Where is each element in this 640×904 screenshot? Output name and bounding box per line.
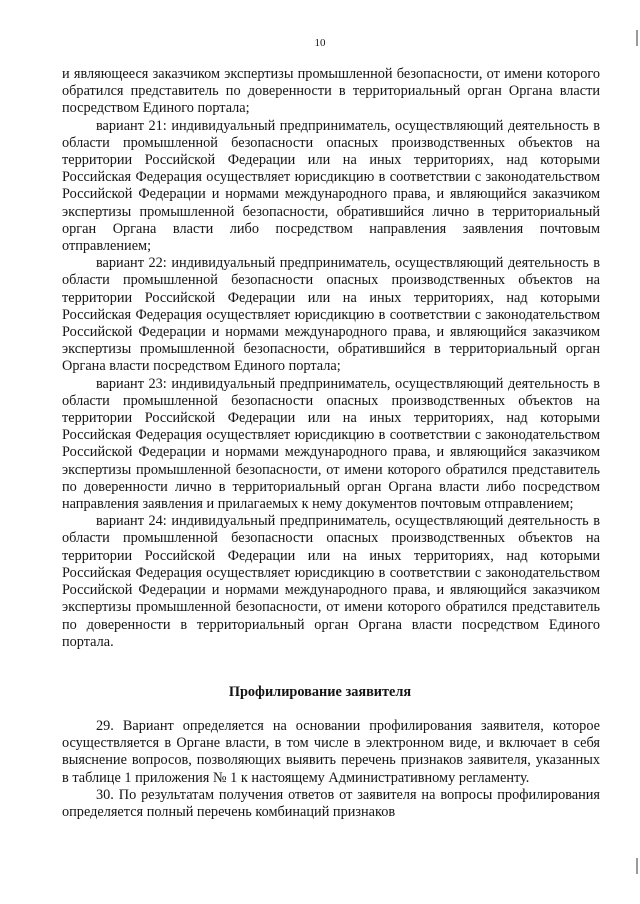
- paragraph-item-30: 30. По результатам получения ответов от заявителя на вопросы профилирования определяется полный перечень комбинаций признаков: [62, 786, 600, 821]
- paragraph-variant-24: вариант 24: индивидуальный предприниматель, осуществляющий деятельность в области промышленной безопасности опасных производственных объектов на территории Российской Федерации или на иных территориях, над которыми Российская Федерация осуществляет юрисдикцию в соответствии с законодательством Российской Федерации и нормами международного права, и являющийся заказчиком экспертизы промышленной безопасности, от имени которого обратился представитель по доверенности в территориальный орган Органа власти посредством Единого портала.: [62, 513, 600, 650]
- variants-list: [62, 66, 600, 651]
- paragraph-variant-23: вариант 23: индивидуальный предприниматель, осуществляющий деятельность в области промышленной безопасности опасных производственных объектов на территории Российской Федерации или на иных территориях, над которыми Российская Федерация осуществляет юрисдикцию в соответствии с законодательством Российской Федерации и нормами международного права, и являющийся заказчиком экспертизы промышленной безопасности, от имени которого обратился представитель по доверенности лично в территориальный орган Органа власти либо посредством направления заявления и прилагаемых к нему документов почтовым отправлением;: [62, 375, 600, 513]
- paragraph-variant-22: вариант 22: индивидуальный предприниматель, осуществляющий деятельность в области промышленной безопасности опасных производственных объектов на территории Российской Федерации или на иных территориях, над которыми Российская Федерация осуществляет юрисдикцию в соответствии с законодательством Российской Федерации и нормами международного права, и являющийся заказчиком экспертизы промышленной безопасности, обратившийся в территориальный орган Органа власти посредством Единого портала;: [62, 255, 600, 375]
- scan-edge-mark: [636, 30, 638, 46]
- page-number: 10: [314, 37, 326, 49]
- paragraph-variant-21: вариант 21: индивидуальный предприниматель, осуществляющий деятельность в области промышленной безопасности опасных производственных объектов на территории Российской Федерации или на иных территориях, над которыми Российская Федерация осуществляет юрисдикцию в соответствии с законодательством Российской Федерации и нормами международного права, и являющийся заказчиком экспертизы промышленной безопасности, обратившийся лично в территориальный орган Органа власти либо посредством направления заявления почтовым отправлением;: [62, 117, 600, 255]
- paragraph-continuation: и являющееся заказчиком экспертизы промышленной безопасности, от имени которого обратился представитель по доверенности в территориальный орган Органа власти посредством Единого портала;: [62, 66, 600, 117]
- scan-edge-mark: [636, 858, 638, 874]
- paragraph-item-29: 29. Вариант определяется на основании профилирования заявителя, которое осуществляется в Органе власти, в том числе в электронном виде, и включает в себя выяснение вопросов, позволяющих выявить перечень признаков заявителя, указанных в таблице 1 приложения № 1 к настоящему Административному регламенту.: [62, 718, 600, 786]
- profiling-section: [62, 718, 600, 821]
- section-heading: Профилирование заявителя: [228, 684, 412, 700]
